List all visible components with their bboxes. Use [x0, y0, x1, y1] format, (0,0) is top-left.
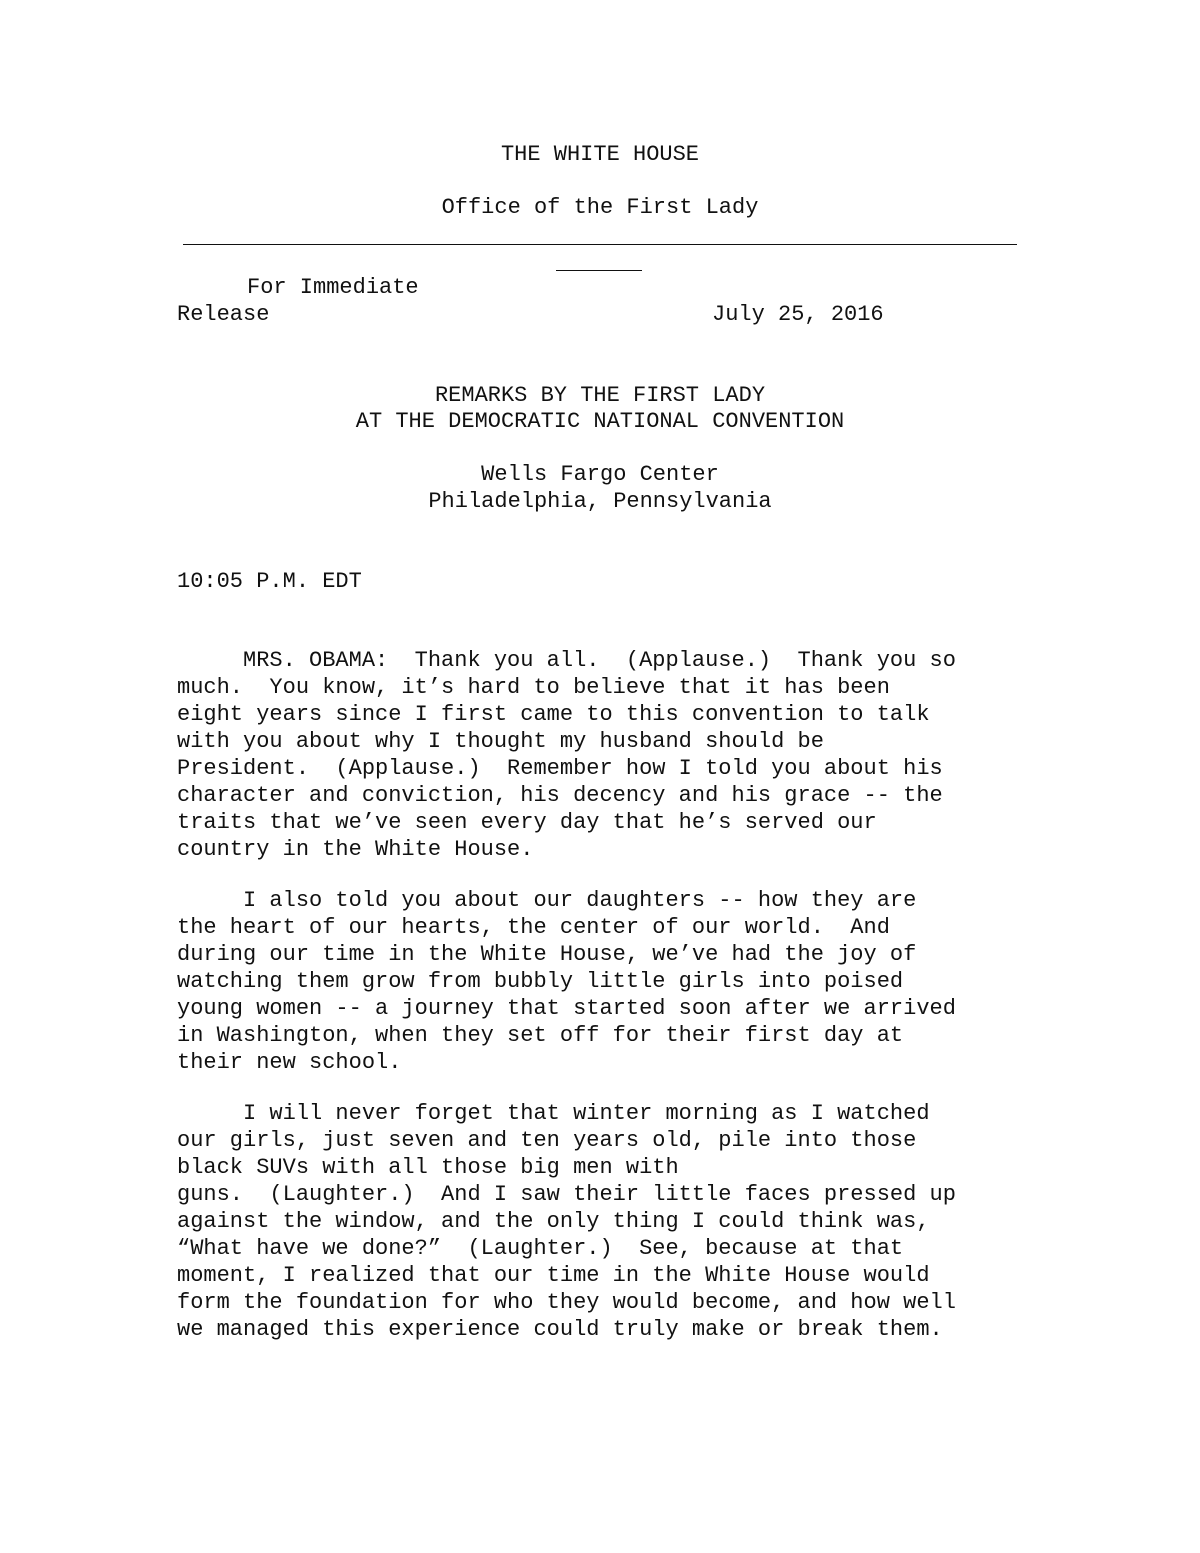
paragraph-line: black SUVs with all those big men with: [177, 1155, 679, 1180]
header-divider: [183, 244, 1017, 245]
paragraph-line: I also told you about our daughters -- how they are: [177, 888, 917, 913]
location-venue: Wells Fargo Center: [481, 462, 719, 487]
paragraph-line: eight years since I first came to this convention to talk: [177, 702, 930, 727]
paragraph-line: with you about why I thought my husband should be: [177, 729, 824, 754]
paragraph-1: [177, 647, 1037, 863]
paragraph-line: traits that we’ve seen every day that he’s served our: [177, 810, 877, 835]
paragraph-2: [177, 887, 1037, 1076]
paragraph-line: much. You know, it’s hard to believe that it has been: [177, 675, 890, 700]
paragraph-line: their new school.: [177, 1050, 402, 1075]
event-time: 10:05 P.M. EDT: [177, 569, 362, 594]
paragraph-line: we managed this experience could truly make or break them.: [177, 1317, 943, 1342]
paragraph-line: moment, I realized that our time in the White House would: [177, 1263, 930, 1288]
paragraph-line: character and conviction, his decency and his grace -- the: [177, 783, 943, 808]
paragraph-line: President. (Applause.) Remember how I told you about his: [177, 756, 943, 781]
title-line2: AT THE DEMOCRATIC NATIONAL CONVENTION: [355, 409, 845, 434]
paragraph-line: the heart of our hearts, the center of our world. And: [177, 915, 890, 940]
title-line1: REMARKS BY THE FIRST LADY: [434, 383, 766, 408]
paragraph-line: country in the White House.: [177, 837, 534, 862]
header-divider-short: [556, 270, 642, 271]
paragraph-line: watching them grow from bubbly little girls into poised: [177, 969, 904, 994]
paragraph-line: form the foundation for who they would become, and how well: [177, 1290, 956, 1315]
release-label-line1: For Immediate: [247, 275, 419, 300]
paragraph-line: guns. (Laughter.) And I saw their little faces pressed up: [177, 1182, 956, 1207]
header-office: Office of the First Lady: [441, 195, 759, 220]
paragraph-line: young women -- a journey that started soon after we arrived: [177, 996, 956, 1021]
release-label-line2: Release: [177, 302, 270, 327]
paragraph-line: during our time in the White House, we’ve had the joy of: [177, 942, 917, 967]
paragraph-line: “What have we done?” (Laughter.) See, because at that: [177, 1236, 904, 1261]
location-city: Philadelphia, Pennsylvania: [428, 489, 772, 514]
header-org: THE WHITE HOUSE: [500, 142, 700, 167]
paragraph-line: MRS. OBAMA: Thank you all. (Applause.) Thank you so: [177, 648, 956, 673]
paragraph-3: [177, 1100, 1037, 1343]
paragraph-line: our girls, just seven and ten years old, pile into those: [177, 1128, 917, 1153]
release-date: July 25, 2016: [712, 302, 884, 327]
paragraph-line: against the window, and the only thing I could think was,: [177, 1209, 930, 1234]
paragraph-line: in Washington, when they set off for their first day at: [177, 1023, 904, 1048]
paragraph-line: I will never forget that winter morning as I watched: [177, 1101, 930, 1126]
